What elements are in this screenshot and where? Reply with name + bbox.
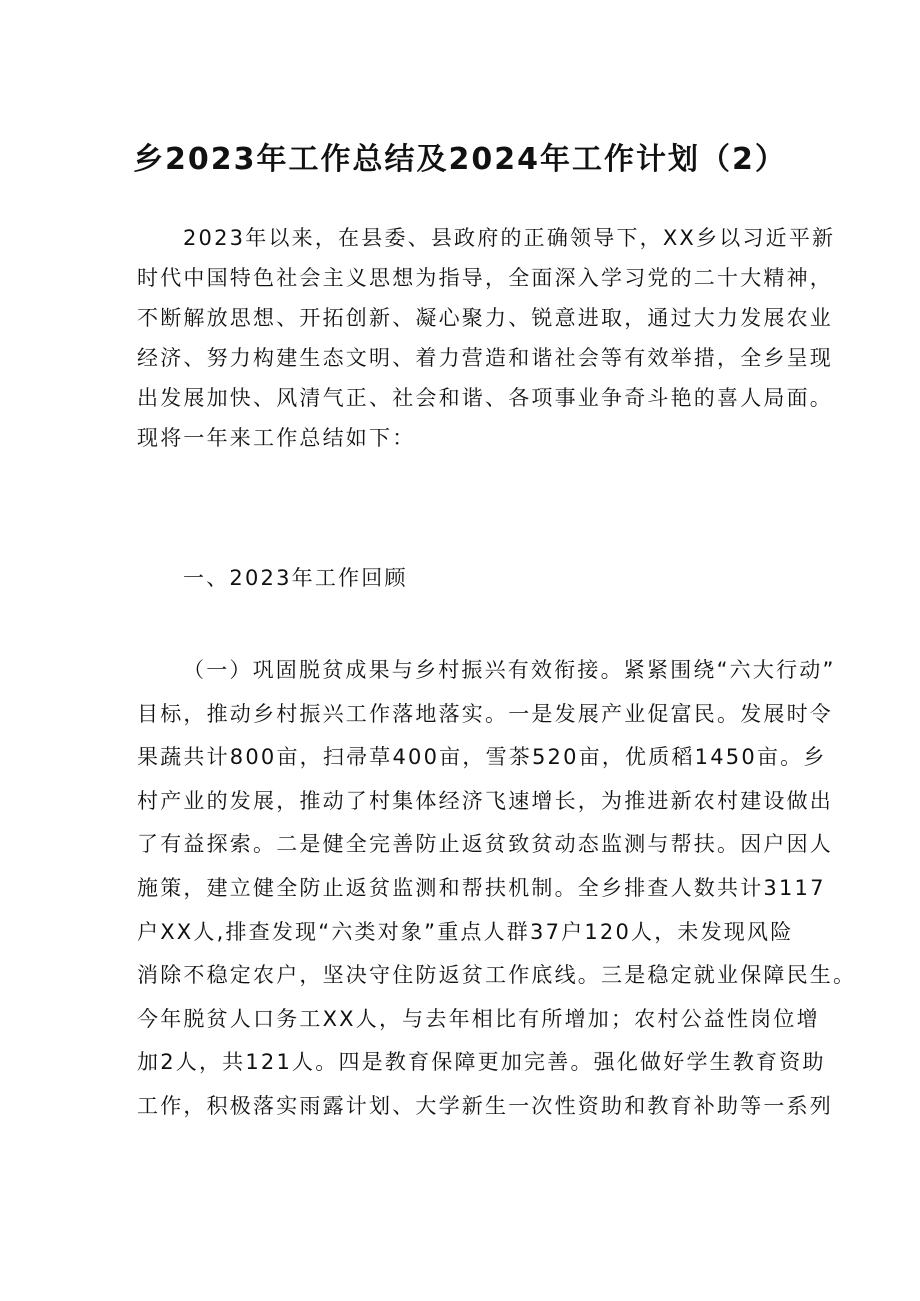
intro-line: 经济、努力构建生态文明、着力营造和谐社会等有效举措，全乡呈现 <box>137 346 833 370</box>
intro-line: 2023年以来，在县委、县政府的正确领导下，XX乡以习近平新 <box>183 226 836 250</box>
section-line: 加2人，共121人。四是教育保障更加完善。强化做好学生教育资助 <box>137 1050 826 1074</box>
intro-line: 出发展加快、风清气正、社会和谐、各项事业争奇斗艳的喜人局面。 <box>137 386 833 410</box>
section-line: 消除不稳定农户，坚决守住防返贫工作底线。三是稳定就业保障民生。 <box>137 963 857 987</box>
section-line: 施策，建立健全防止返贫监测和帮扶机制。全乡排查人数共计3117 <box>137 876 826 900</box>
section-heading: 一、2023年工作回顾 <box>183 566 408 590</box>
section-line: 目标，推动乡村振兴工作落地落实。一是发展产业促富民。发展时令 <box>137 702 833 726</box>
section-line: （一）巩固脱贫成果与乡村振兴有效衔接。紧紧围绕“六大行动” <box>183 658 836 682</box>
document-title: 乡2023年工作总结及2024年工作计划（2） <box>133 142 787 177</box>
section-line: 户XX人,排查发现“六类对象”重点人群37户120人，未发现风险 <box>137 920 794 944</box>
section-line: 今年脱贫人口务工XX人，与去年相比有所增加；农村公益性岗位增 <box>137 1007 820 1031</box>
section-line: 村产业的发展，推动了村集体经济飞速增长，为推进新农村建设做出 <box>137 789 833 813</box>
section-line: 果蔬共计800亩，扫帚草400亩，雪茶520亩，优质稻1450亩。乡 <box>137 745 827 769</box>
section-line: 工作，积极落实雨露计划、大学新生一次性资助和教育补助等一系列 <box>137 1094 833 1118</box>
intro-line: 现将一年来工作总结如下： <box>137 426 416 450</box>
section-line: 了有益探索。二是健全完善防止返贫致贫动态监测与帮扶。因户因人 <box>137 832 833 856</box>
intro-line: 不断解放思想、开拓创新、凝心聚力、锐意进取，通过大力发展农业 <box>137 306 833 330</box>
intro-line: 时代中国特色社会主义思想为指导，全面深入学习党的二十大精神， <box>137 266 833 290</box>
